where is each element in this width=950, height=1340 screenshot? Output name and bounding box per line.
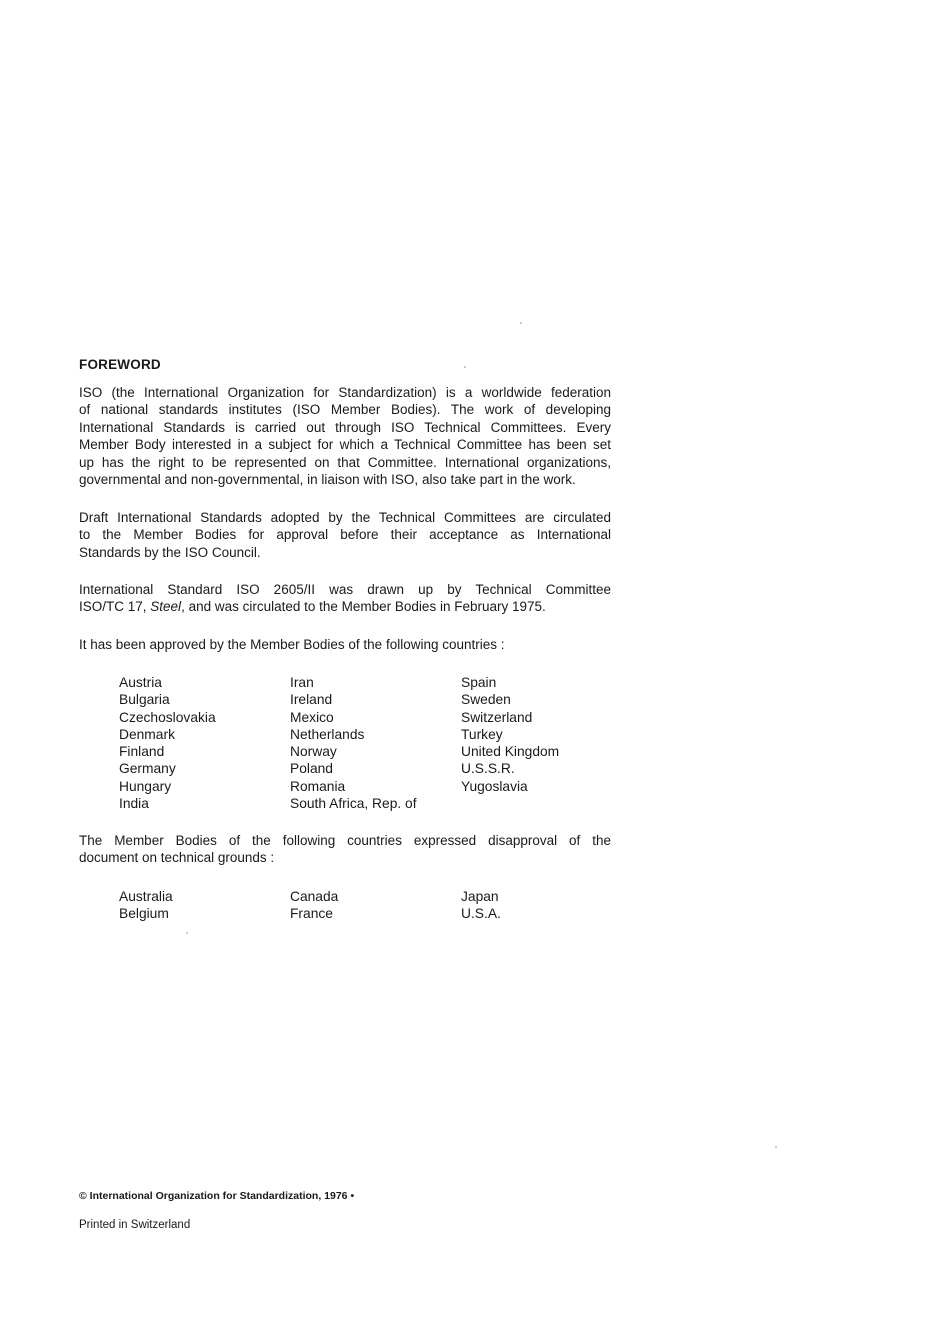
country-name: Mexico — [290, 709, 334, 725]
disapproved-countries-list — [119, 888, 632, 923]
paragraph-line: International Standard ISO 2605/II was drawn up by Technical Committee — [79, 582, 611, 597]
country-name: Czechoslovakia — [119, 709, 216, 725]
paragraph-line: ISO (the International Organization for Standardization) is a worldwide federation — [79, 385, 611, 400]
committee-title-steel: Steel — [150, 599, 182, 615]
country-name: Canada — [290, 889, 339, 904]
paragraph-line: Member Body interested in a subject for which a Technical Committee has been set — [79, 437, 611, 453]
foreword-paragraph-draft-standards — [79, 509, 611, 561]
paragraph-line: Draft International Standards adopted by the Technical Committees are circulated — [79, 510, 611, 525]
country-name: Bulgaria — [119, 692, 170, 708]
paragraph-line: The Member Bodies of the following countries expressed disapproval of the — [79, 833, 611, 848]
paragraph-line: to the Member Bodies for approval before their acceptance as International — [79, 527, 611, 543]
circulation-text: , and was circulated to the Member Bodies in February 1975. — [181, 599, 546, 615]
country-name: Japan — [461, 889, 499, 904]
committee-reference: ISO/TC 17, — [79, 599, 151, 615]
paragraph-line: governmental and non-governmental, in liaison with ISO, also take part in the work. — [79, 472, 576, 488]
country-name: India — [119, 796, 149, 812]
foreword-paragraph-iso-description — [79, 384, 611, 488]
scan-speck — [464, 366, 466, 368]
paragraph-line: International Standards is carried out through ISO Technical Committees. Every — [79, 419, 611, 435]
country-name: Yugoslavia — [461, 778, 528, 794]
country-column — [290, 888, 461, 923]
country-name: Australia — [119, 889, 173, 904]
country-name: Netherlands — [290, 726, 365, 742]
scan-speck — [520, 322, 522, 324]
foreword-heading: FOREWORD — [79, 357, 161, 372]
country-name: Sweden — [461, 692, 511, 708]
paragraph-line: up has the right to be represented on that Committee. International organizations, — [79, 454, 611, 470]
foreword-paragraph-disapproval-intro — [79, 832, 611, 867]
scan-speck — [186, 932, 188, 934]
country-name: Switzerland — [461, 709, 533, 725]
paragraph-line: Standards by the ISO Council. — [79, 544, 261, 560]
country-name: Poland — [290, 761, 333, 777]
country-name: Ireland — [290, 692, 333, 708]
foreword-paragraph-standard-origin — [79, 581, 611, 616]
country-name: France — [290, 906, 333, 922]
country-name: United Kingdom — [461, 744, 560, 760]
paragraph-line: It has been approved by the Member Bodies of the following countries : — [79, 637, 505, 652]
country-name: U.S.S.R. — [461, 761, 515, 777]
country-name: Denmark — [119, 726, 175, 742]
country-name: South Africa, Rep. of — [290, 796, 417, 812]
paragraph-line: document on technical grounds : — [79, 850, 275, 866]
country-name: Belgium — [119, 906, 169, 922]
paragraph-line — [79, 598, 611, 615]
country-column — [119, 888, 290, 923]
foreword-paragraph-approval-intro — [79, 636, 611, 653]
country-column — [461, 674, 632, 812]
country-name: U.S.A. — [461, 906, 501, 922]
country-name: Finland — [119, 744, 165, 760]
country-column — [119, 674, 290, 812]
printed-location: Printed in Switzerland — [79, 1219, 191, 1231]
country-name: Iran — [290, 675, 314, 690]
country-column — [290, 674, 461, 812]
country-name: Austria — [119, 675, 162, 690]
country-name: Norway — [290, 744, 337, 760]
country-column — [461, 888, 632, 923]
country-name: Romania — [290, 778, 346, 794]
country-name: Germany — [119, 761, 176, 777]
country-name: Turkey — [461, 726, 503, 742]
scan-speck — [775, 1146, 777, 1148]
copyright-notice: © International Organization for Standardization, 1976 • — [79, 1190, 355, 1202]
country-name: Hungary — [119, 778, 172, 794]
approved-countries-list — [119, 674, 632, 812]
country-name: Spain — [461, 675, 497, 690]
paragraph-line: of national standards institutes (ISO Member Bodies). The work of developing — [79, 402, 611, 418]
